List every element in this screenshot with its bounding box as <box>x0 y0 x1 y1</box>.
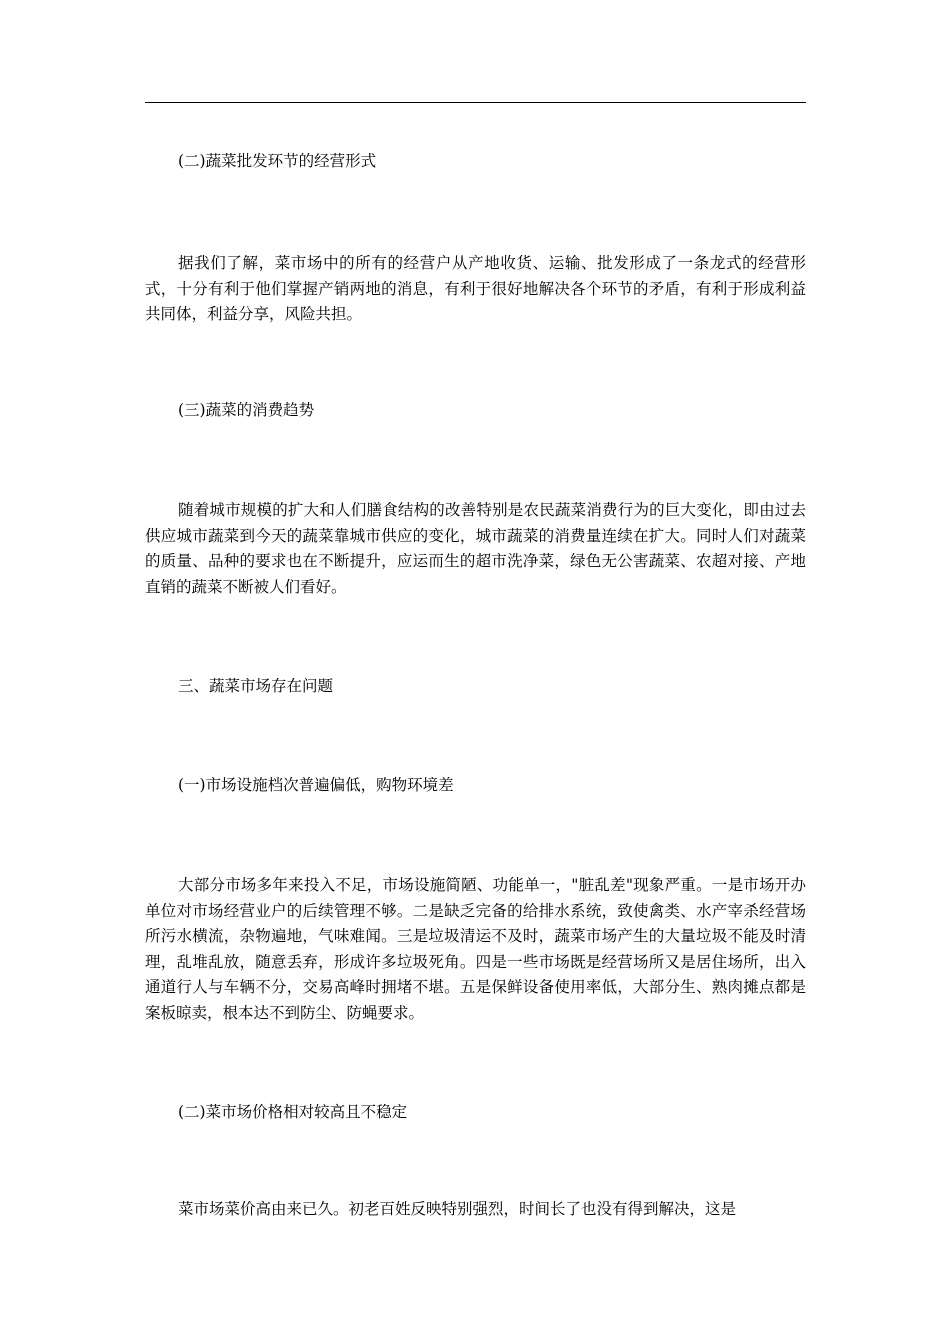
section-heading-consumption: (三)蔬菜的消费趋势 <box>178 401 315 419</box>
section-heading-wholesale: (二)蔬菜批发环节的经营形式 <box>178 152 377 170</box>
paragraph-consumption: 随着城市规模的扩大和人们膳食结构的改善特别是农民蔬菜消费行为的巨大变化，即由过去供应城市蔬菜到今天的蔬菜靠城市供应的变化，城市蔬菜的消费量连续在扩大。同时人们对蔬菜的质量、品种的要求也在不断提升，应运而生的超市洗净菜，绿色无公害蔬菜、农超对接、产地直销的蔬菜不断被人们看好。 <box>145 501 806 596</box>
header-rule <box>145 102 806 103</box>
chapter-heading-problems: 三、蔬菜市场存在问题 <box>178 677 334 695</box>
section-heading-facilities: (一)市场设施档次普遍偏低，购物环境差 <box>178 776 454 794</box>
paragraph-wholesale: 据我们了解，菜市场中的所有的经营户从产地收货、运输、批发形成了一条龙式的经营形式，十分有利于他们掌握产销两地的消息，有利于很好地解决各个环节的矛盾，有利于形成利益共同体，利益分享，风险共担。 <box>145 254 806 323</box>
section-heading-prices: (二)菜市场价格相对较高且不稳定 <box>178 1103 408 1121</box>
paragraph-prices: 菜市场菜价高由来已久。初老百姓反映特别强烈，时间长了也没有得到解决，这是 <box>178 1200 737 1218</box>
paragraph-facilities: 大部分市场多年来投入不足，市场设施简陋、功能单一，"脏乱差"现象严重。一是市场开办单位对市场经营业户的后续管理不够。二是缺乏完备的给排水系统，致使禽类、水产宰杀经营场所污水横流，杂物遍地，气味难闻。三是垃圾清运不及时，蔬菜市场产生的大量垃圾不能及时清理，乱堆乱放，随意丢弃，形成许多垃圾死角。四是一些市场既是经营场所又是居住场所，出入通道行人与车辆不分，交易高峰时拥堵不堪。五是保鲜设备使用率低，大部分生、熟肉摊点都是案板晾卖，根本达不到防尘、防蝇要求。 <box>145 876 806 1022</box>
